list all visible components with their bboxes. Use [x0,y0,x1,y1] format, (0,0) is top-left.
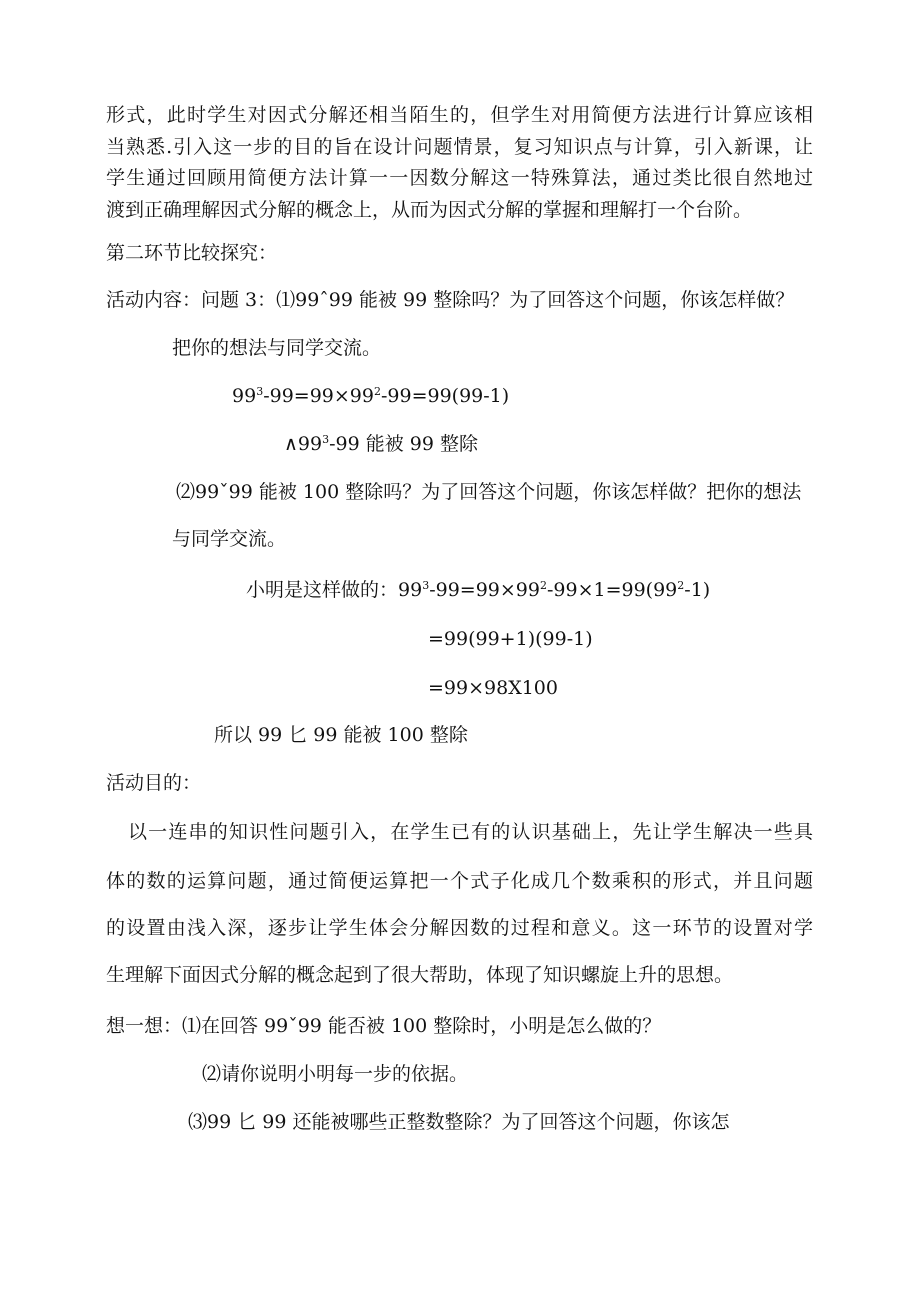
think-question-3: ⑶99 匕 99 还能被哪些正整数整除？为了回答这个问题，你该怎 [188,1111,730,1133]
purpose-line-2: 体的数的运算问题，通过简便运算把一个式子化成几个数乘积的形式，并且问题 [106,870,813,892]
activity-question-2-cont: 与同学交流。 [172,528,287,550]
intro-line-3: 学生通过回顾用简便方法计算一一因数分解这一特殊算法，通过类比很自然地过 [106,167,813,189]
intro-line-1: 形式，此时学生对因式分解还相当陌生的，但学生对用简便方法进行计算应该相 [106,104,813,126]
think-question-1: 想一想：⑴在回答 99ˇ99 能否被 100 整除时，小明是怎么做的？ [106,1015,662,1037]
solution-step-3: =99×98X100 [428,677,558,699]
activity-question-1-cont: 把你的想法与同学交流。 [172,337,382,359]
think-question-2: ⑵请你说明小明每一步的依据。 [202,1063,469,1085]
purpose-label: 活动目的： [106,772,202,794]
intro-line-2: 当熟悉.引入这一步的目的旨在设计问题情景，复习知识点与计算，引入新课，让 [106,136,813,158]
activity-question-2: ⑵99ˇ99 能被 100 整除吗？为了回答这个问题，你该怎样做？把你的想法 [176,481,802,503]
purpose-line-3: 的设置由浅入深，逐步让学生体会分解因数的过程和意义。这一环节的设置对学 [106,917,813,939]
section-title: 第二环节比较探究： [106,242,278,264]
xiaoming-solution: 小明是这样做的：$99^3-99=99\times 99^2-99\times 1=99(99^2-1)$ [246,579,711,601]
purpose-line-1: 以一连串的知识性问题引入，在学生已有的认识基础上，先让学生解决一些具 [128,821,813,843]
purpose-line-4: 生理解下面因式分解的概念起到了很大帮助，体现了知识螺旋上升的思想。 [106,964,734,986]
intro-line-4: 渡到正确理解因式分解的概念上，从而为因式分解的掌握和理解打一个台阶。 [106,199,753,221]
equation-1: $99^3-99=99\times 99^2-99=99(99-1)$ [232,385,510,407]
solution-conclusion: 所以 99 匕 99 能被 100 整除 [214,724,468,746]
solution-step-2: =99(99+1)(99-1) [428,628,593,650]
activity-question-1: 活动内容：问题 3：⑴99ˆ99 能被 99 整除吗？为了回答这个问题，你该怎样做？ [106,289,795,311]
equation-1-conclusion: $\wedge 99^3-99$ 能被 99 整除 [284,433,478,455]
